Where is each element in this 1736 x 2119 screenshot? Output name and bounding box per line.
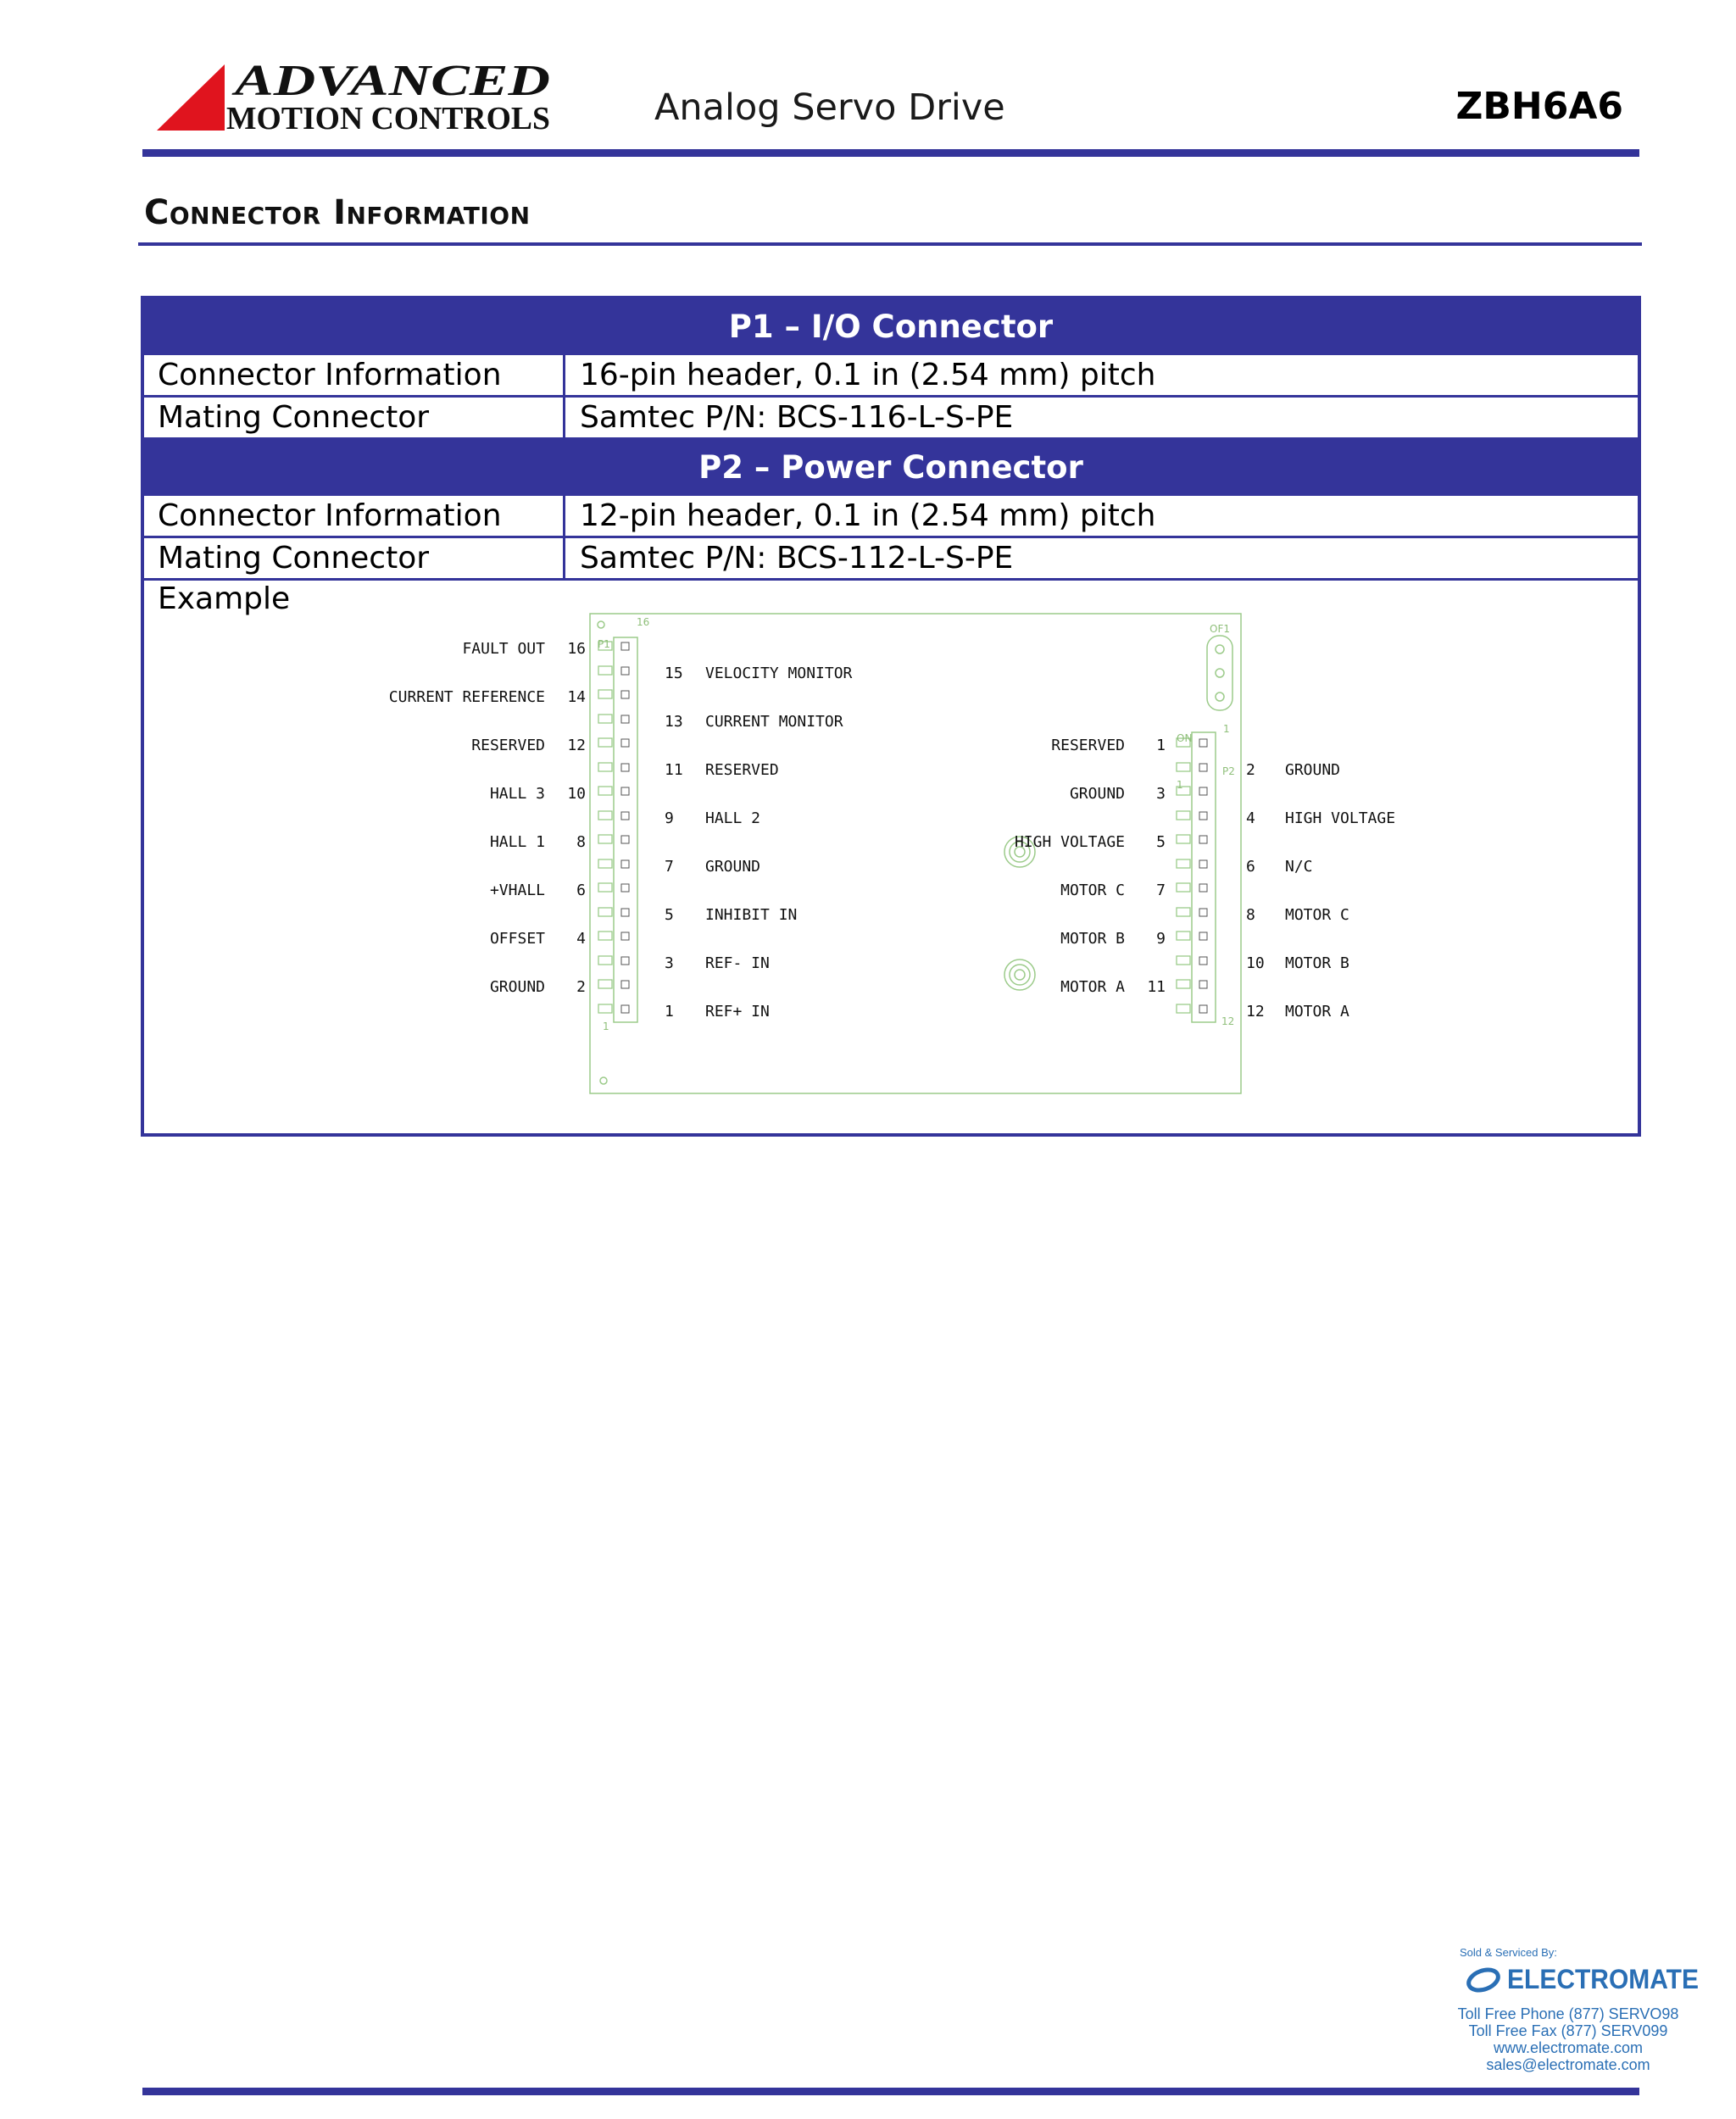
p2-row2-label: Mating Connector Example [144,538,565,578]
section-title: Connector Information [144,193,531,232]
p1-pin-name: RESERVED [705,761,779,779]
pin-lead-mark [1177,932,1190,940]
p1-pin-number: 10 [567,785,586,803]
p2-pad [1199,932,1207,940]
electromate-brand-text: ELECTROMATE [1507,1964,1699,1994]
p1-pin-name: HALL 2 [705,809,761,827]
p2-pin-name: RESERVED [1051,737,1125,754]
p2-pin-name: MOTOR A [1060,978,1125,996]
p1-pin-number: 4 [576,930,586,948]
p2-pad [1199,787,1207,795]
board-silkscreen [598,616,1235,1032]
p2-pin-name: MOTOR B [1285,954,1349,972]
p1-pin-name: RESERVED [471,737,545,754]
p1-pin-number: 3 [665,954,674,972]
pin-lead-mark [1177,859,1190,868]
p1-pad [621,739,629,747]
toll-free-phone: Toll Free Phone (877) SERVO98 [1457,2005,1679,2022]
p1-pin-number: 5 [665,906,674,924]
p2-pin-number: 7 [1156,882,1166,899]
pin-lead-mark [1177,1004,1190,1013]
pcb-outline [590,614,1241,1093]
pin-lead-mark [1177,835,1190,843]
p1-pad [621,836,629,843]
toll-free-fax: Toll Free Fax (877) SERV099 [1468,2022,1668,2039]
p2-pad [1199,909,1207,916]
p2-pad [1199,981,1207,988]
pin-lead-mark [598,956,612,965]
p1-pin-name: CURRENT REFERENCE [388,688,545,706]
p2-pin-number: 8 [1246,906,1255,924]
p1-header: P1 – I/O Connector [144,299,1638,355]
p2-one-silk: 1 [1177,779,1183,791]
electromate-logo [1466,1961,1704,1995]
p2-pad [1199,764,1207,771]
header-pads [598,642,1207,1013]
p2-pin-name: GROUND [1069,785,1125,803]
p1-pin-number: 12 [567,737,586,754]
p1-pad [621,764,629,771]
logo-text-line1: ADVANCED [231,58,550,105]
of1-silk: OF1 [1210,623,1230,635]
p1-row2-value: Samtec P/N: BCS-116-L-S-PE [580,400,1014,435]
p2-pin-name: HIGH VOLTAGE [1285,809,1396,827]
pin-lead-mark [598,690,612,698]
electromate-swoosh-icon [1466,1966,1501,1994]
p1-pin-name: OFFSET [489,930,545,948]
p2-pin-number: 6 [1246,858,1255,876]
email-link[interactable]: sales@electromate.com [1486,2056,1650,2073]
p1-pin-name: REF+ IN [705,1003,770,1021]
pin-lead-mark [598,715,612,723]
p1-pad [621,981,629,988]
p1-pad [621,909,629,916]
p1-pin-name: HALL 3 [489,785,545,803]
p1-pad [621,957,629,965]
p2-pin-number: 1 [1156,737,1166,754]
pin-lead-mark [1177,980,1190,988]
p2-pad [1199,812,1207,820]
p1-pad [621,691,629,698]
pin-lead-mark [598,932,612,940]
p2-pad [1199,860,1207,868]
p1-pin-number: 9 [665,809,674,827]
p2-pin-name: MOTOR A [1285,1003,1349,1021]
p1-pin-number: 15 [665,665,683,682]
p1-pin-number: 11 [665,761,683,779]
p1-pin-name: HALL 1 [489,833,545,851]
p1-pin-number: 7 [665,858,674,876]
p1-pin-name: REF- IN [705,954,770,972]
pin-lead-mark [1177,883,1190,892]
p1-pin-name: +VHALL [489,882,545,899]
p1-row2-label: Mating Connector [144,398,565,437]
p2-pin-number: 2 [1246,761,1255,779]
p2-pad [1199,957,1207,965]
pin-lead-mark [1177,811,1190,820]
p1-pin-number: 6 [576,882,586,899]
pin-lead-mark [1177,908,1190,916]
p1-pin-number: 8 [576,833,586,851]
pin-lead-mark [598,666,612,675]
pin-lead-mark [598,1004,612,1013]
p2-pin-number: 10 [1246,954,1265,972]
p1-pin-number: 1 [665,1003,674,1021]
pin-lead-mark [598,859,612,868]
footer-divider [142,2088,1639,2095]
p1-pin-name: GROUND [705,858,761,876]
p1-pin-name: GROUND [489,978,545,996]
pin-lead-mark [598,738,612,747]
p2-pin-number: 11 [1147,978,1166,996]
website-link[interactable]: www.electromate.com [1493,2039,1644,2056]
p1-bottom-silk: 1 [603,1021,609,1032]
pin-lead-mark [598,811,612,820]
p2-pin-number: 3 [1156,785,1166,803]
p1-pin-name: VELOCITY MONITOR [705,665,853,682]
p1-pad [621,932,629,940]
p1-pad [621,884,629,892]
p1-pad [621,860,629,868]
p1-pad [621,642,629,650]
p2-pin-name: HIGH VOLTAGE [1014,833,1125,851]
p2-pad [1199,1005,1207,1013]
p1-silk: P1 [598,638,610,650]
pin-lead-mark [598,980,612,988]
p2-pin-name: MOTOR B [1060,930,1125,948]
pin-labels [389,640,1395,1021]
p1-row1-value: 16-pin header, 0.1 in (2.54 mm) pitch [580,358,1156,392]
pin-lead-mark [598,835,612,843]
p2-pin-number: 5 [1156,833,1166,851]
p2-pin-name: MOTOR C [1060,882,1125,899]
pin-lead-mark [598,883,612,892]
p2-header: P2 – Power Connector [144,440,1638,496]
p1-pad [621,1005,629,1013]
pin-lead-mark [1177,956,1190,965]
logo-text-line2: MOTION CONTROLS [226,101,550,132]
p1-pad [621,667,629,675]
p2-pad [1199,739,1207,747]
p2-pad [1199,836,1207,843]
p1-pin-number: 16 [567,640,586,658]
p2-top-silk: 1 [1223,723,1230,735]
p1-pin-number: 14 [567,688,586,706]
sold-by-text: Sold & Serviced By: [1460,1946,1557,1959]
p1-pin-number: 13 [665,713,683,731]
document-subtitle: Analog Servo Drive [654,86,1005,129]
p1-pin-name: CURRENT MONITOR [705,713,843,731]
p2-row1-value: 12-pin header, 0.1 in (2.54 mm) pitch [580,498,1156,533]
p2-pin-name: GROUND [1285,761,1341,779]
p2-row2-value: Samtec P/N: BCS-112-L-S-PE [580,541,1014,576]
p2-row1-label: Connector Information [144,496,565,536]
model-number: ZBH6A6 [1455,85,1623,128]
p1-top-silk: 16 [637,616,650,628]
pin-lead-mark [598,763,612,771]
p2-pin-name: N/C [1285,858,1313,876]
p1-pin-number: 2 [576,978,586,996]
p2-bottom-silk: 12 [1221,1015,1235,1027]
pin-lead-mark [598,908,612,916]
p2-pin-name: MOTOR C [1285,906,1349,924]
p1-pad [621,812,629,820]
p1-pad [621,787,629,795]
p1-pin-name: FAULT OUT [462,640,545,658]
p2-silk: P2 [1222,765,1235,777]
p2-pin-number: 9 [1156,930,1166,948]
p1-pad [621,715,629,723]
p2-pin-number: 12 [1246,1003,1265,1021]
p1-pin-name: INHIBIT IN [705,906,798,924]
pin-lead-mark [1177,763,1190,771]
p2-pin-number: 4 [1246,809,1255,827]
pin-lead-mark [598,787,612,795]
p2-on-silk: ON [1177,732,1193,744]
p2-pad [1199,884,1207,892]
p1-row1-label: Connector Information [144,355,565,395]
